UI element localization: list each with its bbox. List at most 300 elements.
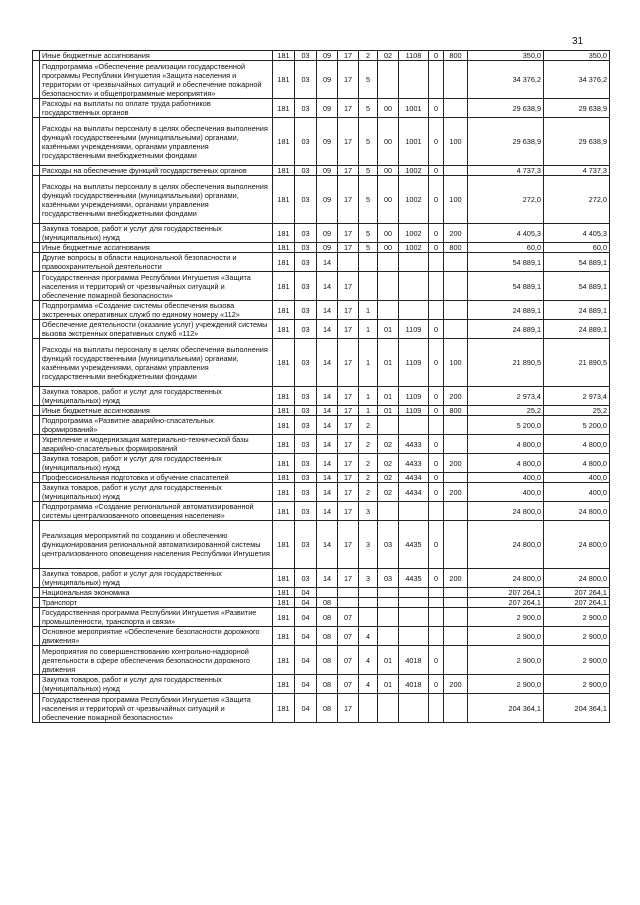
row-margin-cell <box>33 272 40 301</box>
code-cell-c2: 03 <box>295 99 317 118</box>
code-cell-c6: 01 <box>378 320 399 339</box>
code-cell-c3: 14 <box>317 521 338 569</box>
code-cell-c9: 100 <box>444 339 468 387</box>
code-cell-c2: 03 <box>295 61 317 99</box>
code-cell-c8: 0 <box>429 176 444 224</box>
code-cell-c3: 14 <box>317 416 338 435</box>
code-cell-c7 <box>399 608 429 627</box>
code-cell-c6 <box>378 598 399 608</box>
code-cell-c1: 181 <box>273 483 295 502</box>
code-cell-c5: 5 <box>359 61 378 99</box>
code-cell-c9 <box>444 301 468 320</box>
code-cell-c4 <box>338 588 359 598</box>
row-name-cell: Закупка товаров, работ и услуг для государственных (муниципальных) нужд <box>40 454 273 473</box>
code-cell-c6: 02 <box>378 51 399 61</box>
code-cell-c9: 100 <box>444 176 468 224</box>
row-margin-cell <box>33 301 40 320</box>
code-cell-c8: 0 <box>429 569 444 588</box>
code-cell-c9 <box>444 473 468 483</box>
code-cell-c8 <box>429 253 444 272</box>
code-cell-c6: 03 <box>378 521 399 569</box>
code-cell-c3: 08 <box>317 598 338 608</box>
row-margin-cell <box>33 569 40 588</box>
code-cell-c4: 07 <box>338 608 359 627</box>
code-cell-c7 <box>399 301 429 320</box>
row-margin-cell <box>33 243 40 253</box>
row-name-cell: Подпрограмма «Создание системы обеспечения вызова экстренных оперативных служб по единому номеру «112» <box>40 301 273 320</box>
code-cell-c6: 01 <box>378 406 399 416</box>
code-cell-c4: 17 <box>338 521 359 569</box>
code-cell-c2: 04 <box>295 588 317 598</box>
amount-cell-v2: 4 800,0 <box>544 454 610 473</box>
code-cell-c1: 181 <box>273 454 295 473</box>
row-margin-cell <box>33 646 40 675</box>
table-row <box>33 483 610 502</box>
row-name-cell: Закупка товаров, работ и услуг для государственных (муниципальных) нужд <box>40 675 273 694</box>
code-cell-c1: 181 <box>273 176 295 224</box>
table-row <box>33 224 610 243</box>
code-cell-c6: 02 <box>378 435 399 454</box>
code-cell-c6: 00 <box>378 176 399 224</box>
row-name-cell: Расходы на выплаты персоналу в целях обеспечения выполнения функций государственными (муниципальными) органами, казёнными учреждениями, органами управления государственными внебюджетными фондами <box>40 118 273 166</box>
row-name-cell: Подпрограмма «Создание региональной автоматизированной системы централизованного оповещения населения» <box>40 502 273 521</box>
amount-cell-v1: 24 800,0 <box>468 569 544 588</box>
code-cell-c2: 03 <box>295 253 317 272</box>
code-cell-c5 <box>359 598 378 608</box>
code-cell-c9: 800 <box>444 406 468 416</box>
code-cell-c2: 03 <box>295 243 317 253</box>
code-cell-c4: 17 <box>338 118 359 166</box>
code-cell-c5: 1 <box>359 387 378 406</box>
code-cell-c8: 0 <box>429 473 444 483</box>
code-cell-c4: 17 <box>338 61 359 99</box>
code-cell-c8: 0 <box>429 99 444 118</box>
code-cell-c9 <box>444 608 468 627</box>
code-cell-c5: 3 <box>359 521 378 569</box>
code-cell-c4: 07 <box>338 627 359 646</box>
code-cell-c5: 4 <box>359 646 378 675</box>
amount-cell-v1: 2 900,0 <box>468 646 544 675</box>
code-cell-c7: 1109 <box>399 387 429 406</box>
row-margin-cell <box>33 224 40 243</box>
amount-cell-v2: 2 900,0 <box>544 675 610 694</box>
code-cell-c4: 17 <box>338 224 359 243</box>
code-cell-c4: 17 <box>338 406 359 416</box>
code-cell-c7: 4018 <box>399 675 429 694</box>
code-cell-c4: 07 <box>338 646 359 675</box>
row-name-cell: Реализация мероприятий по созданию и обеспечению функционирования региональной автоматизированной системы централизованного оповещения населения Республики Ингушетия <box>40 521 273 569</box>
amount-cell-v2: 5 200,0 <box>544 416 610 435</box>
table-row <box>33 406 610 416</box>
code-cell-c1: 181 <box>273 521 295 569</box>
code-cell-c2: 03 <box>295 166 317 176</box>
code-cell-c7 <box>399 416 429 435</box>
code-cell-c2: 03 <box>295 320 317 339</box>
code-cell-c8 <box>429 694 444 723</box>
code-cell-c2: 03 <box>295 483 317 502</box>
code-cell-c4: 17 <box>338 416 359 435</box>
code-cell-c1: 181 <box>273 99 295 118</box>
code-cell-c1: 181 <box>273 502 295 521</box>
code-cell-c9 <box>444 646 468 675</box>
code-cell-c3: 14 <box>317 502 338 521</box>
row-name-cell: Подпрограмма «Обеспечение реализации государственной программы Республики Ингушетия «Защита населения и территории от чрезвычайных ситуаций и обеспечение пожарной безопасности» и общепрограммные мероприятия» <box>40 61 273 99</box>
code-cell-c1: 181 <box>273 272 295 301</box>
code-cell-c8 <box>429 416 444 435</box>
row-margin-cell <box>33 694 40 723</box>
code-cell-c8 <box>429 598 444 608</box>
code-cell-c3: 14 <box>317 253 338 272</box>
amount-cell-v2: 207 264,1 <box>544 598 610 608</box>
row-name-cell: Расходы на выплаты персоналу в целях обеспечения выполнения функций государственными (муниципальными) органами, казёнными учреждениями, органами управления государственными внебюджетными фондами <box>40 176 273 224</box>
code-cell-c1: 181 <box>273 675 295 694</box>
code-cell-c3: 09 <box>317 118 338 166</box>
code-cell-c6: 01 <box>378 646 399 675</box>
code-cell-c2: 03 <box>295 473 317 483</box>
row-margin-cell <box>33 320 40 339</box>
code-cell-c8: 0 <box>429 224 444 243</box>
code-cell-c1: 181 <box>273 694 295 723</box>
amount-cell-v2: 400,0 <box>544 473 610 483</box>
amount-cell-v1: 400,0 <box>468 483 544 502</box>
code-cell-c5: 5 <box>359 118 378 166</box>
code-cell-c6 <box>378 253 399 272</box>
amount-cell-v2: 400,0 <box>544 483 610 502</box>
code-cell-c4: 17 <box>338 99 359 118</box>
code-cell-c1: 181 <box>273 387 295 406</box>
code-cell-c4: 17 <box>338 454 359 473</box>
table-row <box>33 243 610 253</box>
code-cell-c2: 03 <box>295 387 317 406</box>
amount-cell-v1: 2 973,4 <box>468 387 544 406</box>
code-cell-c7: 4433 <box>399 435 429 454</box>
row-margin-cell <box>33 61 40 99</box>
code-cell-c9 <box>444 598 468 608</box>
code-cell-c2: 03 <box>295 51 317 61</box>
code-cell-c5: 5 <box>359 243 378 253</box>
code-cell-c4: 17 <box>338 243 359 253</box>
amount-cell-v1: 24 889,1 <box>468 301 544 320</box>
code-cell-c5 <box>359 608 378 627</box>
code-cell-c9: 800 <box>444 243 468 253</box>
table-row <box>33 387 610 406</box>
code-cell-c2: 03 <box>295 416 317 435</box>
amount-cell-v2: 54 889,1 <box>544 253 610 272</box>
code-cell-c9 <box>444 588 468 598</box>
row-margin-cell <box>33 51 40 61</box>
code-cell-c3: 09 <box>317 166 338 176</box>
code-cell-c4: 17 <box>338 339 359 387</box>
table-row <box>33 272 610 301</box>
amount-cell-v2: 24 800,0 <box>544 569 610 588</box>
table-row <box>33 416 610 435</box>
code-cell-c3: 14 <box>317 483 338 502</box>
code-cell-c3: 14 <box>317 272 338 301</box>
code-cell-c2: 03 <box>295 435 317 454</box>
code-cell-c7 <box>399 502 429 521</box>
row-margin-cell <box>33 608 40 627</box>
amount-cell-v1: 2 900,0 <box>468 608 544 627</box>
code-cell-c1: 181 <box>273 166 295 176</box>
code-cell-c2: 03 <box>295 176 317 224</box>
table-row <box>33 502 610 521</box>
code-cell-c4: 17 <box>338 301 359 320</box>
code-cell-c5: 2 <box>359 435 378 454</box>
amount-cell-v1: 207 264,1 <box>468 598 544 608</box>
code-cell-c8: 0 <box>429 387 444 406</box>
row-name-cell: Расходы на обеспечение функций государственных органов <box>40 166 273 176</box>
row-margin-cell <box>33 675 40 694</box>
code-cell-c5: 1 <box>359 301 378 320</box>
amount-cell-v2: 24 889,1 <box>544 320 610 339</box>
code-cell-c3: 09 <box>317 243 338 253</box>
code-cell-c4: 17 <box>338 272 359 301</box>
code-cell-c6: 02 <box>378 454 399 473</box>
row-name-cell: Закупка товаров, работ и услуг для государственных (муниципальных) нужд <box>40 224 273 243</box>
code-cell-c8: 0 <box>429 339 444 387</box>
code-cell-c5: 4 <box>359 627 378 646</box>
code-cell-c5: 2 <box>359 454 378 473</box>
code-cell-c1: 181 <box>273 473 295 483</box>
row-name-cell: Иные бюджетные ассигнования <box>40 243 273 253</box>
amount-cell-v2: 24 800,0 <box>544 502 610 521</box>
amount-cell-v1: 4 405,3 <box>468 224 544 243</box>
code-cell-c1: 181 <box>273 118 295 166</box>
row-margin-cell <box>33 176 40 224</box>
row-margin-cell <box>33 473 40 483</box>
code-cell-c1: 181 <box>273 253 295 272</box>
code-cell-c1: 181 <box>273 406 295 416</box>
code-cell-c6 <box>378 588 399 598</box>
code-cell-c1: 181 <box>273 320 295 339</box>
code-cell-c4 <box>338 253 359 272</box>
code-cell-c4: 17 <box>338 176 359 224</box>
code-cell-c7: 1002 <box>399 176 429 224</box>
code-cell-c1: 181 <box>273 416 295 435</box>
code-cell-c7: 1108 <box>399 51 429 61</box>
table-row <box>33 435 610 454</box>
amount-cell-v2: 34 376,2 <box>544 61 610 99</box>
table-row <box>33 588 610 598</box>
code-cell-c3: 08 <box>317 608 338 627</box>
table-row <box>33 608 610 627</box>
code-cell-c8 <box>429 608 444 627</box>
code-cell-c9: 200 <box>444 387 468 406</box>
code-cell-c6: 00 <box>378 99 399 118</box>
code-cell-c2: 03 <box>295 569 317 588</box>
code-cell-c5 <box>359 588 378 598</box>
code-cell-c3: 09 <box>317 224 338 243</box>
amount-cell-v2: 24 889,1 <box>544 301 610 320</box>
amount-cell-v2: 2 900,0 <box>544 608 610 627</box>
code-cell-c5: 2 <box>359 483 378 502</box>
code-cell-c5: 1 <box>359 406 378 416</box>
table-row <box>33 569 610 588</box>
code-cell-c2: 04 <box>295 646 317 675</box>
code-cell-c9 <box>444 435 468 454</box>
table-row <box>33 454 610 473</box>
row-margin-cell <box>33 416 40 435</box>
code-cell-c5: 3 <box>359 502 378 521</box>
code-cell-c8: 0 <box>429 454 444 473</box>
row-name-cell: Транспорт <box>40 598 273 608</box>
row-name-cell: Иные бюджетные ассигнования <box>40 51 273 61</box>
budget-table <box>32 50 610 723</box>
code-cell-c6 <box>378 502 399 521</box>
row-margin-cell <box>33 118 40 166</box>
amount-cell-v1: 24 800,0 <box>468 521 544 569</box>
code-cell-c1: 181 <box>273 646 295 675</box>
row-margin-cell <box>33 435 40 454</box>
amount-cell-v2: 4 737,3 <box>544 166 610 176</box>
code-cell-c1: 181 <box>273 435 295 454</box>
code-cell-c7: 4435 <box>399 569 429 588</box>
code-cell-c9 <box>444 61 468 99</box>
code-cell-c9: 200 <box>444 483 468 502</box>
row-name-cell: Основное мероприятие «Обеспечение безопасности дорожного движения» <box>40 627 273 646</box>
code-cell-c6 <box>378 416 399 435</box>
code-cell-c7 <box>399 588 429 598</box>
code-cell-c6 <box>378 608 399 627</box>
amount-cell-v2: 2 900,0 <box>544 646 610 675</box>
code-cell-c2: 03 <box>295 272 317 301</box>
row-name-cell: Укрепление и модернизация материально-технической базы аварийно-спасательных формирований <box>40 435 273 454</box>
amount-cell-v1: 204 364,1 <box>468 694 544 723</box>
row-name-cell: Обеспечение деятельности (оказание услуг) учреждений системы вызова экстренных оперативных служб «112» <box>40 320 273 339</box>
row-margin-cell <box>33 166 40 176</box>
code-cell-c1: 181 <box>273 588 295 598</box>
code-cell-c4: 17 <box>338 694 359 723</box>
code-cell-c7 <box>399 272 429 301</box>
code-cell-c6: 00 <box>378 166 399 176</box>
code-cell-c7: 4435 <box>399 521 429 569</box>
code-cell-c6: 01 <box>378 675 399 694</box>
code-cell-c5: 5 <box>359 166 378 176</box>
amount-cell-v1: 350,0 <box>468 51 544 61</box>
table-row <box>33 694 610 723</box>
code-cell-c3: 14 <box>317 569 338 588</box>
amount-cell-v1: 54 889,1 <box>468 253 544 272</box>
amount-cell-v1: 4 800,0 <box>468 435 544 454</box>
code-cell-c9: 200 <box>444 675 468 694</box>
code-cell-c3: 14 <box>317 473 338 483</box>
code-cell-c7: 1002 <box>399 224 429 243</box>
code-cell-c5: 5 <box>359 99 378 118</box>
code-cell-c8: 0 <box>429 51 444 61</box>
amount-cell-v1: 400,0 <box>468 473 544 483</box>
code-cell-c7 <box>399 694 429 723</box>
table-row <box>33 51 610 61</box>
code-cell-c6 <box>378 694 399 723</box>
row-margin-cell <box>33 588 40 598</box>
code-cell-c2: 03 <box>295 454 317 473</box>
row-margin-cell <box>33 454 40 473</box>
code-cell-c6: 03 <box>378 569 399 588</box>
code-cell-c7 <box>399 61 429 99</box>
row-name-cell: Подпрограмма «Развитие аварийно-спасательных формирований» <box>40 416 273 435</box>
code-cell-c4: 17 <box>338 502 359 521</box>
code-cell-c5: 1 <box>359 320 378 339</box>
code-cell-c4: 17 <box>338 166 359 176</box>
code-cell-c7: 4434 <box>399 483 429 502</box>
code-cell-c2: 03 <box>295 521 317 569</box>
table-row <box>33 521 610 569</box>
amount-cell-v1: 272,0 <box>468 176 544 224</box>
code-cell-c5 <box>359 253 378 272</box>
code-cell-c5 <box>359 694 378 723</box>
code-cell-c8: 0 <box>429 243 444 253</box>
amount-cell-v1: 2 900,0 <box>468 675 544 694</box>
code-cell-c5: 4 <box>359 675 378 694</box>
amount-cell-v2: 24 800,0 <box>544 521 610 569</box>
row-margin-cell <box>33 483 40 502</box>
code-cell-c6: 00 <box>378 243 399 253</box>
code-cell-c3: 14 <box>317 301 338 320</box>
table-row <box>33 646 610 675</box>
row-margin-cell <box>33 502 40 521</box>
row-name-cell: Закупка товаров, работ и услуг для государственных (муниципальных) нужд <box>40 387 273 406</box>
code-cell-c6 <box>378 272 399 301</box>
code-cell-c9 <box>444 272 468 301</box>
code-cell-c5: 5 <box>359 224 378 243</box>
code-cell-c9 <box>444 627 468 646</box>
row-name-cell: Расходы на выплаты персоналу в целях обеспечения выполнения функций государственными (муниципальными) органами, казёнными учреждениями, органами управления государственными внебюджетными фондами <box>40 339 273 387</box>
code-cell-c5: 2 <box>359 416 378 435</box>
code-cell-c3: 14 <box>317 339 338 387</box>
code-cell-c2: 03 <box>295 406 317 416</box>
amount-cell-v2: 25,2 <box>544 406 610 416</box>
code-cell-c3: 09 <box>317 176 338 224</box>
code-cell-c3: 09 <box>317 51 338 61</box>
amount-cell-v1: 5 200,0 <box>468 416 544 435</box>
row-margin-cell <box>33 253 40 272</box>
code-cell-c6: 01 <box>378 387 399 406</box>
amount-cell-v2: 4 800,0 <box>544 435 610 454</box>
code-cell-c8 <box>429 588 444 598</box>
code-cell-c9 <box>444 166 468 176</box>
code-cell-c6: 00 <box>378 224 399 243</box>
amount-cell-v1: 4 800,0 <box>468 454 544 473</box>
code-cell-c6: 00 <box>378 118 399 166</box>
code-cell-c7 <box>399 627 429 646</box>
code-cell-c7: 1002 <box>399 243 429 253</box>
table-row <box>33 118 610 166</box>
code-cell-c2: 04 <box>295 675 317 694</box>
code-cell-c1: 181 <box>273 608 295 627</box>
row-margin-cell <box>33 99 40 118</box>
amount-cell-v2: 54 889,1 <box>544 272 610 301</box>
code-cell-c6: 01 <box>378 339 399 387</box>
code-cell-c2: 03 <box>295 118 317 166</box>
code-cell-c7: 4434 <box>399 473 429 483</box>
amount-cell-v2: 2 973,4 <box>544 387 610 406</box>
code-cell-c8: 0 <box>429 406 444 416</box>
table-row <box>33 99 610 118</box>
amount-cell-v2: 350,0 <box>544 51 610 61</box>
code-cell-c7: 1001 <box>399 99 429 118</box>
table-row <box>33 339 610 387</box>
code-cell-c1: 181 <box>273 339 295 387</box>
code-cell-c2: 03 <box>295 224 317 243</box>
code-cell-c9: 200 <box>444 224 468 243</box>
code-cell-c3: 09 <box>317 61 338 99</box>
code-cell-c9: 200 <box>444 569 468 588</box>
code-cell-c9 <box>444 416 468 435</box>
code-cell-c1: 181 <box>273 627 295 646</box>
amount-cell-v1: 24 889,1 <box>468 320 544 339</box>
amount-cell-v1: 54 889,1 <box>468 272 544 301</box>
code-cell-c4: 17 <box>338 51 359 61</box>
